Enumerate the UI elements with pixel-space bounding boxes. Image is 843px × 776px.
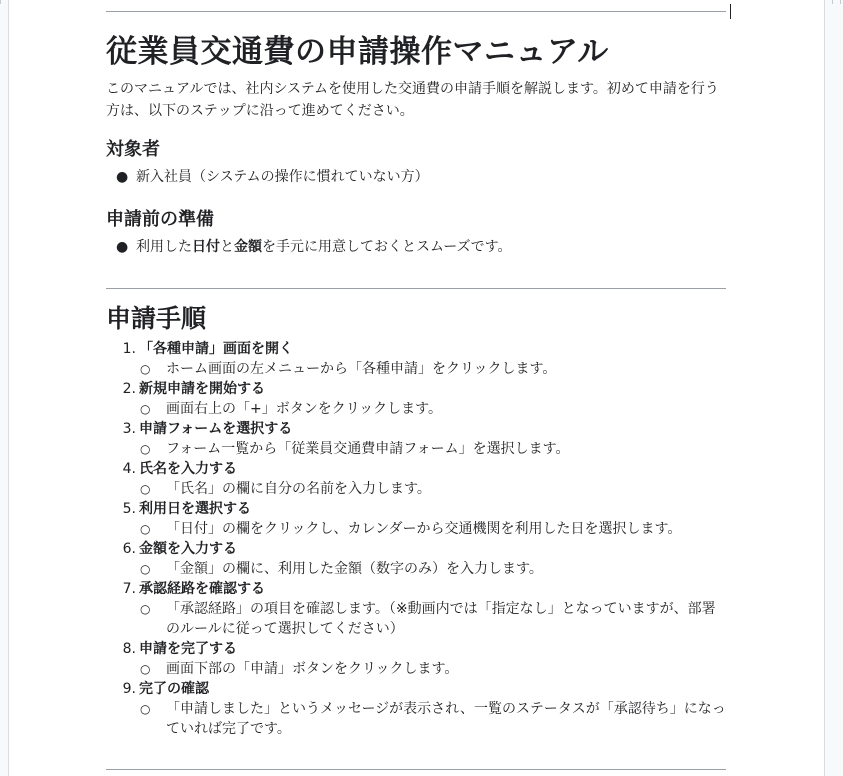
procedure-steps-list — [106, 339, 726, 739]
step-item — [106, 639, 726, 679]
step-item — [106, 679, 726, 739]
step-number: 4. — [122, 461, 136, 477]
step-item — [106, 339, 726, 379]
sub-bullet-circle-icon: ○ — [140, 562, 151, 576]
text-cursor — [730, 4, 731, 19]
procedure-heading: 申請手順 — [106, 304, 207, 333]
step-item — [106, 579, 726, 639]
step-title: 申請フォームを選択する — [139, 421, 293, 437]
step-detail: フォーム一覧から「従業員交通費申請フォーム」を選択します。 — [166, 441, 570, 457]
step-number: 5. — [122, 501, 136, 517]
step-item — [106, 499, 726, 539]
prep-text-pre: 利用した — [136, 239, 192, 255]
target-list-item — [116, 167, 429, 187]
step-number: 1. — [122, 341, 136, 357]
step-detail: 画面下部の「申請」ボタンをクリックします。 — [166, 661, 459, 677]
step-title: 申請を完了する — [139, 641, 237, 657]
step-number: 6. — [122, 541, 136, 557]
step-detail: 「氏名」の欄に自分の名前を入力します。 — [166, 481, 431, 497]
step-number: 7. — [122, 581, 136, 597]
step-detail: 「金額」の欄に、利用した金額（数字のみ）を入力します。 — [166, 561, 543, 577]
prep-text-post: を手元に用意しておくとスムーズです。 — [262, 239, 512, 255]
step-number: 9. — [122, 681, 136, 697]
step-item — [106, 459, 726, 499]
document-page[interactable] — [8, 0, 825, 776]
sub-bullet-circle-icon: ○ — [140, 482, 151, 496]
step-title: 金額を入力する — [139, 541, 237, 557]
sub-bullet-circle-icon: ○ — [140, 362, 151, 376]
preparation-list-item — [116, 237, 511, 257]
horizontal-rule-top — [106, 11, 726, 12]
step-item — [106, 419, 726, 459]
sub-bullet-circle-icon: ○ — [140, 402, 151, 416]
step-number: 8. — [122, 641, 136, 657]
step-title: 「各種申請」画面を開く — [139, 341, 293, 357]
prep-bold-date: 日付 — [192, 239, 220, 255]
prep-bold-amount: 金額 — [234, 239, 262, 255]
sub-bullet-circle-icon: ○ — [140, 522, 151, 536]
step-detail: 画面右上の「+」ボタンをクリックします。 — [166, 401, 443, 417]
prep-text-mid: と — [220, 239, 234, 255]
bullet-dot-icon: ● — [116, 239, 129, 255]
target-item-text: 新入社員（システムの操作に慣れていない方） — [136, 169, 429, 185]
step-detail: 「申請しました」というメッセージが表示され、一覧のステータスが「承認待ち」になっていれば完了です。 — [166, 701, 726, 737]
step-detail: 「承認経路」の項目を確認します。（※動画内では「指定なし」となっていますが、部署のルールに従って選択してください） — [166, 601, 716, 637]
step-title: 氏名を入力する — [139, 461, 237, 477]
document-title: 従業員交通費の申請操作マニュアル — [106, 34, 609, 70]
step-item — [106, 539, 726, 579]
horizontal-rule-bottom — [106, 769, 726, 770]
bullet-dot-icon: ● — [116, 169, 129, 185]
step-number: 3. — [122, 421, 136, 437]
sub-bullet-circle-icon: ○ — [140, 662, 151, 676]
sub-bullet-circle-icon: ○ — [140, 602, 151, 616]
horizontal-rule-middle — [106, 288, 726, 289]
target-heading: 対象者 — [106, 139, 160, 160]
step-detail: ホーム画面の左メニューから「各種申請」をクリックします。 — [166, 361, 557, 377]
step-title: 完了の確認 — [139, 681, 209, 697]
sub-bullet-circle-icon: ○ — [140, 702, 151, 716]
step-title: 承認経路を確認する — [139, 581, 265, 597]
intro-paragraph: このマニュアルでは、社内システムを使用した交通費の申請手順を解説します。初めて申請を行う方は、以下のステップに沿って進めてください。 — [106, 81, 719, 119]
sub-bullet-circle-icon: ○ — [140, 442, 151, 456]
step-item — [106, 379, 726, 419]
preparation-heading: 申請前の準備 — [106, 209, 214, 230]
step-title: 新規申請を開始する — [139, 381, 265, 397]
step-title: 利用日を選択する — [139, 501, 251, 517]
step-detail: 「日付」の欄をクリックし、カレンダーから交通機関を利用した日を選択します。 — [166, 521, 682, 537]
step-number: 2. — [122, 381, 136, 397]
